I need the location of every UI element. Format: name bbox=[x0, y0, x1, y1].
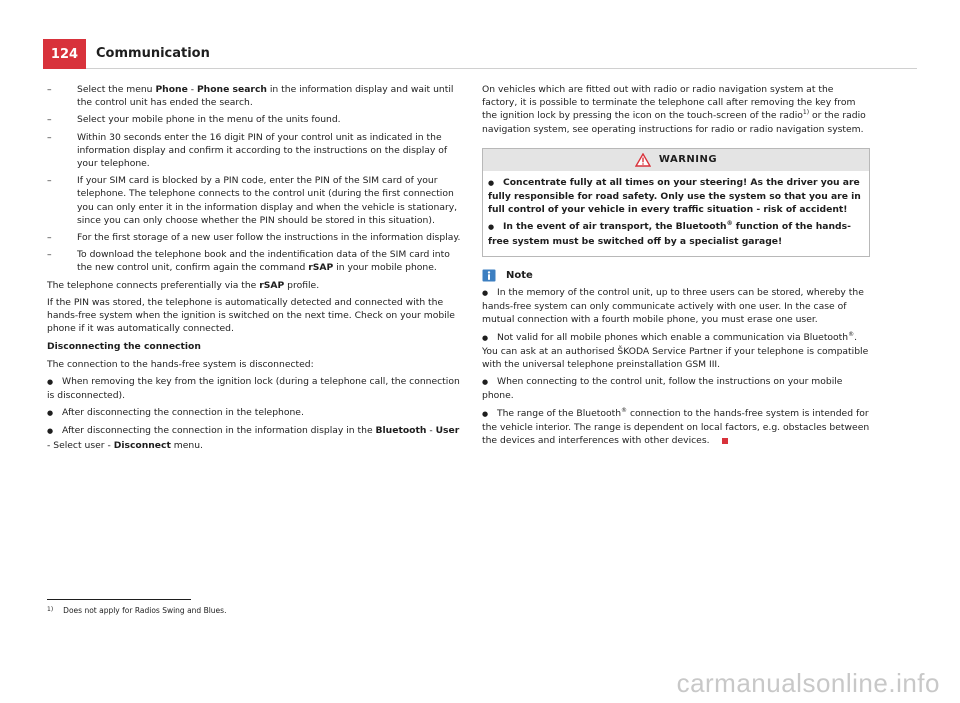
pin-paragraph: If the PIN was stored, the telephone is automatically detected and connected with the hands-free system when the ignition is switched on the next time. Check on your mobile phone if it was automatically connected. bbox=[47, 296, 455, 335]
list-item bbox=[482, 407, 870, 448]
text-run: - Select user - bbox=[47, 439, 114, 451]
list-item bbox=[488, 220, 864, 247]
bullet-dot: ● bbox=[47, 377, 54, 386]
left-column bbox=[47, 83, 462, 456]
text-run: - bbox=[426, 425, 436, 437]
footnote-ref: 1) bbox=[802, 109, 810, 117]
note-header bbox=[482, 269, 870, 282]
text-run: in the information display and wait until the control unit has ended the search. bbox=[77, 84, 454, 109]
text-run: In the memory of the control unit, up to three users can be stored, whereby the hands-free system can only communicate actively with one user. In the case of mutual connection with a fourth mobile phone, you must erase one user. bbox=[482, 287, 864, 326]
footnote-text: Does not apply for Radios Swing and Blues. bbox=[63, 606, 227, 615]
list-item bbox=[482, 375, 870, 402]
text-run: Within 30 seconds enter the 16 digit PIN of your control unit as indicated in the information display and confirm it according to the instructions on the display of your telephone. bbox=[77, 131, 448, 170]
text-run: function of the hands-free system must be switched off by a specialist garage! bbox=[488, 221, 851, 247]
bullet-dot: ● bbox=[488, 178, 495, 187]
section-title: Communication bbox=[96, 46, 210, 61]
list-item bbox=[47, 424, 462, 451]
text-run: If your SIM card is blocked by a PIN code, enter the PIN of the SIM card of your telephone. The telephone connects to the control unit (during the first connection you can only enter it in the information display and when the vehicle is stationary, since you can only choose whether the PIN should be stored in this situation). bbox=[77, 175, 458, 226]
footnote bbox=[47, 606, 226, 615]
text-run: To download the telephone book and the indentification data of the SIM card into the new control unit, confirm again the command bbox=[77, 249, 450, 274]
bullet-dot: ● bbox=[482, 333, 489, 342]
list-item bbox=[47, 248, 462, 274]
right-column bbox=[482, 83, 870, 451]
bullet-dot: ● bbox=[47, 427, 54, 436]
list-item bbox=[482, 286, 870, 327]
disconnect-intro: The connection to the hands-free system is disconnected: bbox=[47, 358, 314, 370]
bullet-dot: ● bbox=[482, 409, 489, 418]
rsap-paragraph bbox=[47, 279, 462, 292]
warning-body bbox=[483, 171, 869, 256]
disconnect-bullet-list bbox=[47, 375, 462, 452]
text-run: Concentrate fully at all times on your steering! As the driver you are fully responsible for road safety. Only use the system so that you are in full control of your vehicle in every traffic situation - risk of accident! bbox=[488, 176, 861, 216]
text-run: Select the menu bbox=[77, 84, 156, 95]
text-run: After disconnecting the connection in the information display in the bbox=[62, 425, 376, 437]
text-run: In the event of air transport, the Bluetooth bbox=[503, 221, 727, 233]
emphasized-term: Phone bbox=[155, 84, 188, 95]
page-number: 124 bbox=[50, 46, 79, 62]
text-run: profile. bbox=[284, 279, 320, 291]
radio-intro-paragraph: On vehicles which are fitted out with radio or radio navigation system at the factory, it is possible to terminate the telephone call after removing the key from the ignition lock by pressing the icon on the touch-screen of the radio$^{1)}$ or the radio navigation system, see operating instructions for radio or radio navigation system. bbox=[482, 84, 866, 135]
bullet-dot: ● bbox=[482, 289, 489, 298]
text-run: connection to the hands-free system is intended for the vehicle interior. The range is dependent on local factors, e.g. obstacles between the devices and interferences with other devices. bbox=[482, 407, 870, 447]
list-item bbox=[47, 174, 462, 227]
text-run: . You can ask at an authorised ŠKODA Service Partner if your telephone is compatible with the universal telephone preinstallation GSM III. bbox=[482, 331, 869, 371]
emphasized-term: rSAP bbox=[259, 279, 285, 291]
warning-box bbox=[482, 148, 870, 257]
warning-triangle-icon bbox=[635, 153, 651, 167]
text-run: When connecting to the control unit, follow the instructions on your mobile phone. bbox=[482, 376, 843, 402]
warning-title: WARNING bbox=[658, 154, 718, 166]
dash-marker: – bbox=[47, 232, 52, 244]
section-end-marker bbox=[722, 438, 728, 444]
list-item bbox=[47, 375, 462, 402]
text-run: The range of the Bluetooth bbox=[497, 407, 622, 419]
text-run: After disconnecting the connection in the telephone. bbox=[62, 407, 304, 419]
emphasized-term: User bbox=[435, 425, 460, 437]
list-item bbox=[47, 406, 462, 420]
dash-marker: – bbox=[47, 84, 52, 95]
list-item bbox=[47, 83, 462, 109]
registered-mark: ® bbox=[621, 406, 628, 414]
text-run: Select your mobile phone in the menu of the units found. bbox=[77, 114, 341, 126]
list-item bbox=[47, 113, 462, 126]
bullet-dot: ● bbox=[482, 378, 489, 387]
header-divider bbox=[86, 68, 917, 69]
emphasized-term: rSAP bbox=[308, 262, 334, 274]
list-item bbox=[47, 131, 462, 171]
info-note-icon bbox=[482, 269, 496, 282]
page-number-tab bbox=[43, 39, 86, 69]
registered-mark: ® bbox=[848, 330, 855, 338]
text-run: menu. bbox=[170, 439, 203, 451]
text-run: in your mobile phone. bbox=[333, 262, 437, 274]
text-run: Not valid for all mobile phones which enable a communication via Bluetooth bbox=[497, 331, 849, 343]
footnote-divider bbox=[47, 599, 191, 600]
dash-marker: – bbox=[47, 249, 52, 261]
bullet-dot: ● bbox=[488, 223, 495, 232]
instruction-steps bbox=[47, 83, 462, 275]
note-title: Note bbox=[506, 269, 533, 281]
dash-marker: – bbox=[47, 175, 52, 187]
list-item bbox=[47, 231, 462, 244]
footnote-mark: 1) bbox=[47, 606, 54, 613]
dash-marker: – bbox=[47, 114, 52, 126]
watermark-logo: carmanualsonline.info bbox=[676, 668, 940, 698]
list-item bbox=[488, 176, 864, 217]
emphasized-term: Disconnect bbox=[113, 439, 171, 451]
text-run: When removing the key from the ignition lock (during a telephone call, the connection is disconnected). bbox=[47, 375, 460, 402]
emphasized-term: Phone search bbox=[196, 84, 267, 95]
emphasized-term: Bluetooth bbox=[375, 425, 427, 437]
text-run: - bbox=[187, 84, 197, 95]
note-body bbox=[482, 286, 870, 447]
warning-header bbox=[483, 149, 869, 171]
disconnect-subheading: Disconnecting the connection bbox=[47, 341, 201, 353]
bullet-dot: ● bbox=[47, 409, 54, 418]
registered-mark: ® bbox=[726, 220, 733, 228]
text-run: The telephone connects preferentially via the bbox=[47, 279, 260, 291]
list-item bbox=[482, 331, 870, 372]
text-run: For the first storage of a new user follow the instructions in the information display. bbox=[77, 232, 461, 244]
dash-marker: – bbox=[47, 131, 52, 143]
